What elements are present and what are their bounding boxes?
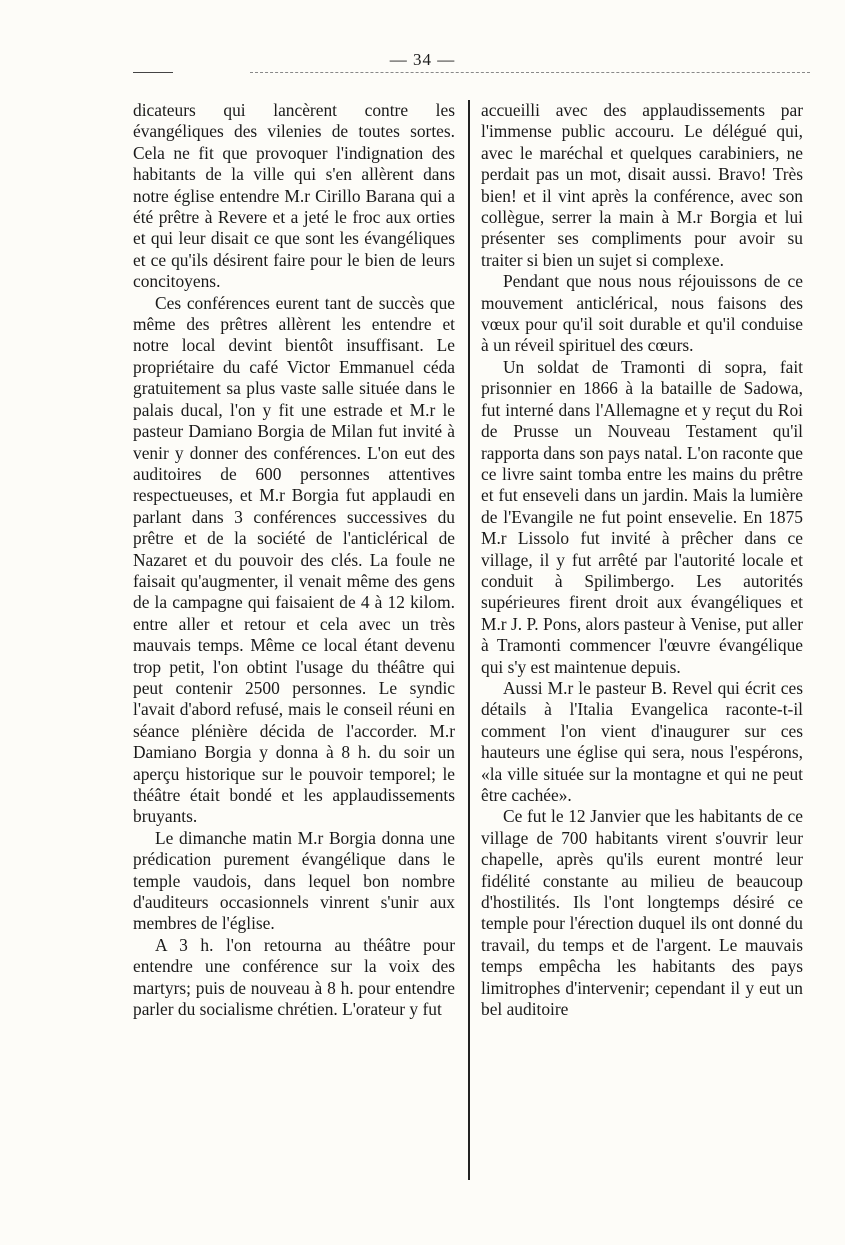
paragraph-applause: accueilli avec des applaudissements par l'immense public accouru. Le délégué qui, avec le maréchal et quelques carabiniers, ne perdait pas un mot, disait aussi. Bravo! Très bien! et il vint après la conférence, avec son collègue, serrer la main à M.r Borgia et lui présenter ses compliments pour avoir su traiter si bien un sujet si complexe.: [481, 100, 803, 270]
header-rule-left: [133, 72, 173, 73]
paragraph-sunday: Le dimanche matin M.r Borgia donna une prédication purement évangélique dans le temple vaudois, dans lequel bon nombre d'auditeurs occasionnels vinrent s'unir aux membres de l'église.: [133, 827, 455, 934]
paragraph-theatre: A 3 h. l'on retourna au théâtre pour entendre une conférence sur la voix des martyrs; puis de nouveau à 8 h. pour entendre parler du socialisme chrétien. L'orateur y fut: [133, 934, 455, 1020]
paragraph-anticlerical: Pendant que nous nous réjouissons de ce mouvement anticlérical, nous faisons des vœux pour qu'il soit durable et qu'il conduise à un réveil spirituel des cœurs.: [481, 271, 803, 356]
column-divider: [468, 100, 470, 1180]
paragraph-inauguration: Ce fut le 12 Janvier que les habitants de ce village de 700 habitants virent s'ouvrir leur chapelle, après qu'ils eurent montré leur fidélité constante au milieu de beaucoup d'hostilités. Ils l'ont longtemps désiré ce temple pour l'érection duquel ils ont donné du travail, du temps et de l'argent. Le mauvais temps empêcha les habitants des pays limitrophes d'intervenir; cependant il y eut un bel auditoire: [481, 806, 803, 1020]
header-rule-right: [250, 72, 810, 73]
paragraph-revel: Aussi M.r le pasteur B. Revel qui écrit ces détails à l'Italia Evangelica raconte-t-il comment l'on vient d'inaugurer sur ces hauteurs une église qui sera, nous l'espérons, «la ville située sur la montagne et qui ne peut être cachée».: [481, 677, 803, 805]
page-number: — 34 —: [389, 50, 456, 69]
left-column: [133, 100, 455, 1020]
paragraph-conferences: Ces conférences eurent tant de succès que même des prêtres allèrent les entendre et notre local devint bientôt insuffisant. Le propriétaire du café Victor Emmanuel céda gratuitement sa plus vaste salle située dans le palais ducal, l'on y fit une estrade et M.r le pasteur Damiano Borgia de Milan fut invité à venir y donner des conférences. L'on eut des auditoires de 600 personnes attentives respectueuses, et M.r Borgia fut applaudi en parlant dans 3 conférences successives du prêtre et de la société de l'anticlérical de Nazaret et du pouvoir des clés. La foule ne faisait qu'augmenter, il venait même des gens de la campagne qui faisaient de 4 à 12 kilom. entre aller et retour et cela avec un très mauvais temps. Même ce local étant devenu trop petit, l'on obtint l'usage du théâtre qui peut contenir 2500 personnes. Le syndic l'avait d'abord refusé, mais le conseil réuni en séance plénière décida de l'accorder. M.r Damiano Borgia y donna à 8 h. du soir un aperçu historique sur le pouvoir temporel; le théâtre était bondé et les applaudissements bruyants.: [133, 292, 455, 827]
right-column: [481, 100, 803, 1020]
paragraph-continuation: dicateurs qui lancèrent contre les évangéliques des vilenies de toutes sortes. Cela ne fit que provoquer l'indignation des habitants de la ville qui s'en allèrent dans notre église entendre M.r Cirillo Barana qui a été prêtre à Revere et a jeté le froc aux orties et qui leur disait ce que sont les évangéliques et ce qu'ils désirent faire pour le bien de leurs concitoyens.: [133, 100, 455, 292]
paragraph-soldier: Un soldat de Tramonti di sopra, fait prisonnier en 1866 à la bataille de Sadowa, fut interné dans l'Allemagne et y reçut du Roi de Prusse un Nouveau Testament qu'il rapporta dans son pays natal. L'on raconte que ce livre saint tomba entre les mains du prêtre et fut enseveli dans un jardin. Mais la lumière de l'Evangile ne fut point ensevelie. En 1875 M.r Lissolo fut invité à prêcher dans ce village, il y fut arrêté par l'autorité locale et conduit à Spilimbergo. Les autorités supérieures firent droit aux évangéliques et M.r J. P. Pons, alors pasteur à Venise, put aller à Tramonti commencer l'œuvre évangélique qui s'y est maintenue depuis.: [481, 356, 803, 677]
